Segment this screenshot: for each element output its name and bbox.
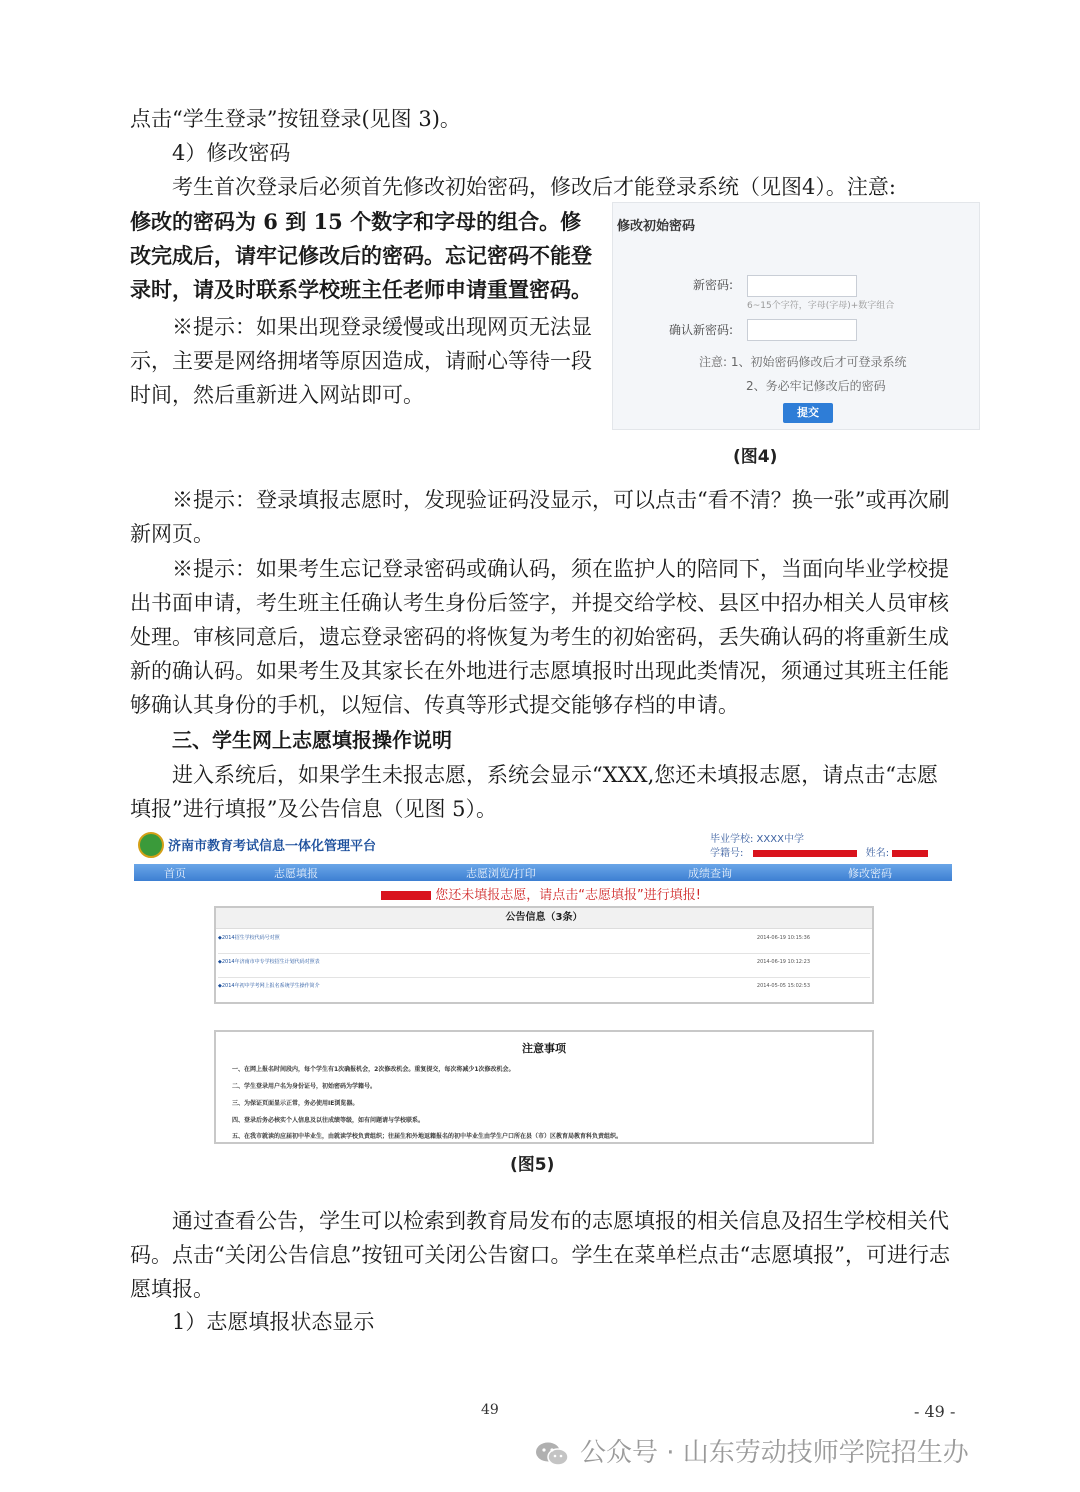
new-password-input[interactable] — [747, 275, 857, 297]
paragraph-tip-slow: ※提示：如果出现登录缓慢或出现网页无法显示，主要是网络拥堵等原因造成，请耐心等待一段时间，然后重新进入网站即可。 — [130, 315, 592, 407]
note-line-1: 注意: 1、初始密码修改后才可登录系统 — [699, 355, 907, 369]
redacted-student-no — [753, 850, 857, 857]
school-info: 毕业学校: XXXX中学 — [710, 834, 804, 845]
site-title: 济南市教育考试信息一体化管理平台 — [168, 839, 377, 854]
student-no-row — [710, 844, 928, 859]
new-password-label: 新密码: — [692, 278, 733, 292]
nav-volunteer-fill[interactable]: 志愿填报 — [274, 867, 318, 880]
paragraph-notice-usage: 通过查看公告，学生可以检索到教育局发布的志愿填报的相关信息及招生学校相关代码。点击“关闭公告信息”按钮可关闭公告窗口。学生在菜单栏点击“志愿填报”，可进行志愿填报。 — [130, 1209, 950, 1301]
wechat-icon — [534, 1441, 570, 1467]
paragraph-change-password: 考生首次登录后必须首先修改初始密码，修改后才能登录系统（见图4）。注意: — [172, 175, 896, 199]
nav-score-query[interactable]: 成绩查询 — [688, 867, 732, 880]
notice-date: 2014-06-19 10:12:23 — [756, 959, 810, 965]
attention-item: 一、在网上报名时间段内，每个学生有1次确报机会，2次修改机会。重复提交，每次将减少1次修改机会。 — [232, 1066, 515, 1073]
student-no-label: 学籍号: — [710, 848, 744, 859]
attention-item: 四、登录后务必核实个人信息及以往成绩等级，如有问题请与学校联系。 — [232, 1117, 425, 1124]
nav-bar — [134, 864, 952, 881]
notice-row[interactable] — [218, 955, 870, 978]
notice-title: 公告信息（3条） — [216, 908, 872, 929]
notice-panel — [214, 906, 874, 1004]
figure-5-caption: (图5) — [510, 1155, 555, 1175]
attention-item: 五、在我市就读的应届初中毕业生，由就读学校负责组织；往届生和外地返籍报名的初中毕业生由学生户口所在县（市）区教育局教育科负责组织。 — [232, 1133, 623, 1140]
nav-home[interactable]: 首页 — [164, 867, 186, 880]
section-change-password: 4）修改密码 — [172, 141, 291, 165]
site-header — [130, 826, 952, 864]
watermark-text: 公众号 · 山东劳动技师学院招生办 — [580, 1438, 969, 1468]
attention-item: 二、学生登录用户名为身份证号，初始密码为学籍号。 — [232, 1083, 377, 1090]
notice-link[interactable]: ◆2014招生学校代码号对照 — [218, 935, 280, 941]
section-status-display: 1）志愿填报状态显示 — [172, 1310, 375, 1334]
notice-row[interactable] — [218, 931, 870, 954]
warning-text: 您还未填报志愿，请点击“志愿填报”进行填报! — [435, 888, 701, 903]
notice-date: 2014-06-19 10:15:36 — [756, 935, 810, 941]
note-line-2: 2、务必牢记修改后的密码 — [746, 379, 886, 393]
redacted-student-name — [381, 891, 431, 900]
notice-row[interactable] — [218, 979, 870, 1001]
heading-section-3: 三、学生网上志愿填报操作说明 — [172, 728, 452, 752]
form-title: 修改初始密码 — [617, 219, 696, 234]
watermark — [534, 1432, 969, 1469]
attention-panel — [214, 1030, 874, 1144]
figure-4-caption: (图4) — [733, 447, 778, 467]
paragraph-tip-forgot: ※提示：如果考生忘记登录密码或确认码，须在监护人的陪同下，当面向毕业学校提出书面申请，考生班主任确认考生身份后签字，并提交给学校、县区中招办相关人员审核处理。审核同意后，遗忘登录密码的将恢复为考生的初始密码，丢失确认码的将重新生成新的确认码。如果考生及其家长在外地进行志愿填报时出现此类情况，须通过其班主任能够确认其身份的手机，以短信、传真等形式提交能够存档的申请。 — [130, 557, 949, 717]
attention-item: 三、为保证页面显示正常，务必使用IE浏览器。 — [232, 1100, 359, 1107]
confirm-password-label: 确认新密码: — [668, 323, 733, 337]
redacted-name — [892, 850, 928, 857]
figure-system-screen — [130, 826, 952, 1144]
new-password-hint: 6~15个字符，字母(字母)+数字组合 — [747, 301, 895, 311]
confirm-password-input[interactable] — [747, 319, 857, 341]
paragraph-login: 点击“学生登录”按钮登录(见图 3)。 — [130, 107, 461, 131]
paragraph-tip-captcha: ※提示：登录填报志愿时，发现验证码没显示，可以点击“看不清？换一张”或再次刷新网页。 — [130, 488, 950, 546]
attention-title: 注意事项 — [522, 1042, 566, 1055]
notice-link[interactable]: ◆2014年初中学考网上报名系统学生操作简介 — [218, 983, 320, 989]
page-number-right: - 49 - — [914, 1402, 956, 1421]
nav-change-password[interactable]: 修改密码 — [848, 867, 892, 880]
not-filled-warning — [130, 884, 952, 903]
page-number-center: 49 — [481, 1402, 499, 1418]
notice-date: 2014-05-05 15:02:53 — [756, 983, 810, 989]
figure-change-password — [612, 202, 980, 430]
paragraph-password-rules: 修改的密码为 6 到 15 个数字和字母的组合。修改完成后，请牢记修改后的密码。忘记密码不能登录时，请及时联系学校班主任老师申请重置密码。 — [130, 209, 592, 302]
site-logo-icon — [138, 832, 164, 858]
submit-button[interactable]: 提交 — [783, 403, 833, 423]
nav-volunteer-print[interactable]: 志愿浏览/打印 — [466, 867, 536, 880]
name-label: 姓名: — [865, 848, 890, 859]
paragraph-enter-system: 进入系统后，如果学生未报志愿，系统会显示“XXX,您还未填报志愿，请点击“志愿填报”进行填报”及公告信息（见图 5）。 — [130, 763, 938, 821]
notice-link[interactable]: ◆2014年济南市中专学校招生计划代码对照表 — [218, 959, 320, 965]
